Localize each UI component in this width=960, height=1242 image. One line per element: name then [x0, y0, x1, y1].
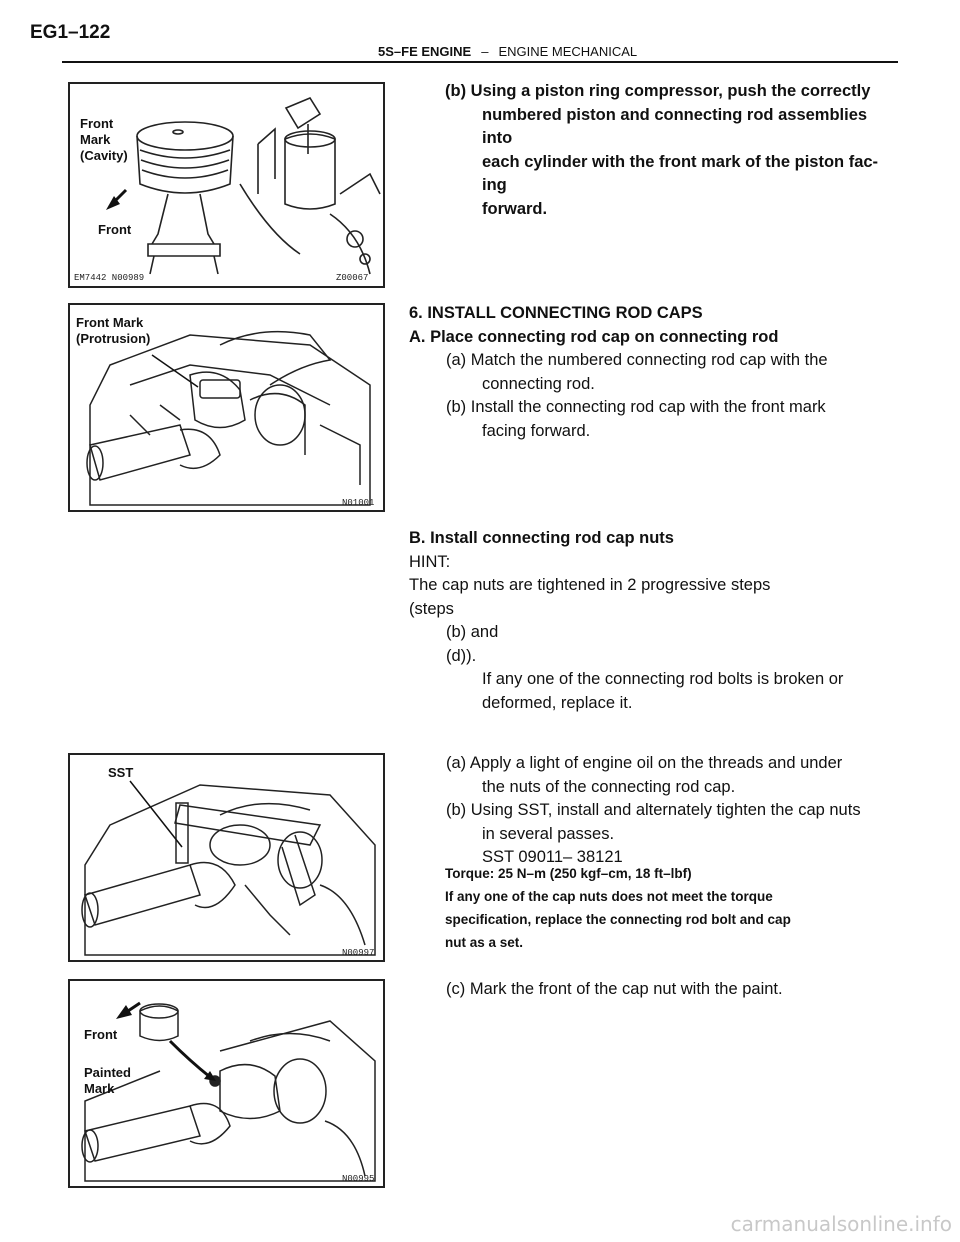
text-line: If any one of the cap nuts does not meet the torque	[445, 889, 773, 904]
subsection-b	[409, 527, 843, 715]
label-front: Front	[98, 222, 132, 237]
figure-code: N01001	[342, 498, 375, 508]
page-number: EG1–122	[30, 22, 111, 43]
figure-paint-mark	[68, 979, 385, 1188]
figure-rod-cap-front-mark	[68, 303, 385, 512]
label-front-mark-2: Mark	[80, 132, 111, 147]
subsection-a-title: A. Place connecting rod cap on connecting rod	[409, 327, 779, 346]
hint-label: HINT:	[409, 552, 451, 571]
leader-line	[152, 355, 198, 387]
header-section: 5S–FE ENGINE	[378, 44, 472, 59]
text-line: (a) Apply a light of engine oil on the threads and under	[446, 754, 843, 772]
paint-arrow	[170, 1041, 210, 1077]
text-line: the nuts of the connecting rod cap.	[482, 777, 736, 796]
text-line: (b) Using SST, install and alternately tighten the cap nuts	[446, 801, 861, 819]
text-line: specification, replace the connecting rod bolt and cap	[445, 912, 791, 927]
text-line: (a) Match the numbered connecting rod cap with the	[446, 351, 828, 369]
section-title: 6. INSTALL CONNECTING ROD CAPS	[409, 304, 703, 322]
section-6	[409, 302, 828, 443]
label-front-mark-3: (Cavity)	[80, 148, 128, 163]
subsection-b-steps	[409, 752, 861, 870]
text-line: ing	[482, 176, 507, 194]
text-line: (b) Install the connecting rod cap with the front mark	[446, 398, 826, 416]
text-line: (b) Using a piston ring compressor, push the correctly	[445, 82, 871, 100]
piston-front-arrow	[106, 190, 126, 210]
text-line: nut as a set.	[445, 935, 524, 950]
label-front-mark: Front Mark	[76, 315, 144, 330]
running-header	[378, 44, 637, 59]
label-painted: Painted	[84, 1065, 131, 1080]
torque-spec-block	[445, 862, 791, 954]
figure-code: N00995	[342, 1174, 375, 1184]
header-separator: –	[481, 44, 489, 59]
text-line: numbered piston and connecting rod assemblies	[482, 105, 868, 124]
figure-code: Z00067	[336, 273, 369, 283]
text-line: (steps	[409, 599, 454, 618]
header-rule	[62, 61, 898, 63]
label-protrusion: (Protrusion)	[76, 331, 151, 346]
torque-spec: Torque: 25 N–m (250 kgf–cm, 18 ft–lbf)	[445, 866, 692, 881]
figure-sst-tighten	[68, 753, 385, 962]
step-c-paint: (c) Mark the front of the cap nut with the paint.	[446, 980, 783, 998]
text-line: The cap nuts are tightened in 2 progressive steps	[409, 576, 771, 594]
front-arrow	[116, 1003, 140, 1019]
label-mark: Mark	[84, 1081, 115, 1096]
watermark: carmanualsonline.info	[730, 1212, 952, 1236]
text-line: (b) and	[446, 623, 499, 641]
sst-tool-illustration	[82, 785, 375, 955]
text-line: in several passes.	[482, 824, 615, 843]
piston-illustration	[137, 98, 380, 274]
label-sst: SST	[108, 765, 134, 780]
text-line: connecting rod.	[482, 374, 595, 393]
figure-piston-install	[68, 82, 385, 288]
subsection-b-title: B. Install connecting rod cap nuts	[409, 529, 674, 547]
text-line: deformed, replace it.	[482, 693, 633, 712]
header-subsection: ENGINE MECHANICAL	[498, 44, 638, 59]
crankshaft-illustration	[87, 332, 370, 505]
step-b-compress	[445, 80, 878, 221]
text-line: facing forward.	[482, 421, 591, 440]
text-line: If any one of the connecting rod bolts is broken or	[482, 670, 844, 688]
text-line: into	[482, 129, 513, 147]
figure-code: N00997	[342, 948, 375, 958]
text-line: each cylinder with the front mark of the piston fac-	[482, 152, 879, 171]
leader-line	[130, 781, 182, 847]
figure-code: EM7442 N00989	[74, 273, 145, 283]
label-front: Front	[84, 1027, 118, 1042]
sst-number: SST 09011– 38121	[482, 848, 623, 866]
label-front-mark-1: Front	[80, 116, 114, 131]
text-line: (d)).	[446, 646, 477, 665]
paint-mark-illustration	[82, 1004, 375, 1181]
text-line: forward.	[482, 199, 548, 218]
